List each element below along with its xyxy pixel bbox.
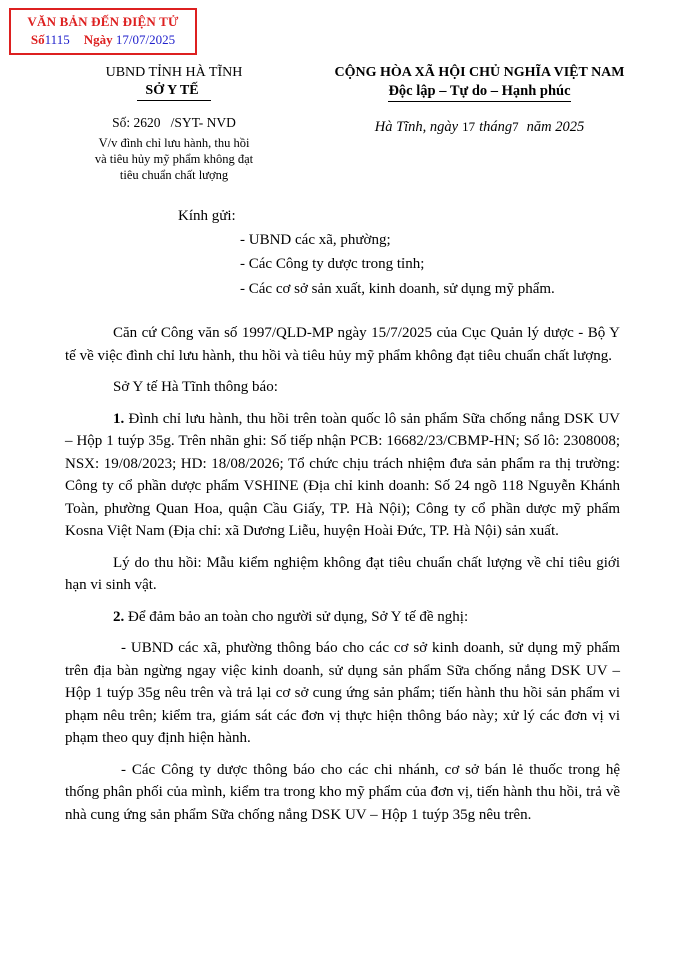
national-motto-line-2: Độc lập – Tự do – Hạnh phúc (388, 83, 570, 102)
paragraph-section-1 (65, 408, 620, 543)
stamp-date-value: 17/07/2025 (115, 32, 176, 47)
section-2-number: 2. (113, 608, 125, 625)
org-name: SỞ Y TẾ (137, 83, 210, 101)
date-suffix: năm 2025 (526, 119, 585, 135)
subject-line-2: và tiêu hủy mỹ phẩm không đạt (94, 152, 254, 166)
incoming-document-stamp (9, 8, 197, 55)
section-2-text: Để đảm bảo an toàn cho người sử dụng, Sở Y tế đề nghị: (124, 608, 469, 625)
subject-line-1: V/v đình chỉ lưu hành, thu hồi (98, 136, 250, 150)
subject-line-3: tiêu chuẩn chất lượng (119, 168, 229, 182)
stamp-number-value: 1115 (44, 32, 70, 47)
stamp-title: VĂN BẢN ĐẾN ĐIỆN TỬ (27, 14, 179, 29)
paragraph-request-pharma-companies: - Các Công ty dược thông báo cho các chi nhánh, cơ sở bán lẻ thuốc trong hệ thống phân phối của mình, kiểm tra trong kho mỹ phẩm của đơn vị, tiến hành thu hồi, trả về nhà cung ứng sản phẩm Sữa chống nắng DSK UV – Hộp 1 tuýp 35g nêu trên. (65, 761, 620, 823)
date-word-month: tháng (479, 119, 513, 135)
salutation: Kính gửi: (178, 208, 236, 224)
recipient-item-2: - Các Công ty dược trong tỉnh; (240, 256, 425, 272)
recipient-list (240, 228, 620, 302)
paragraph-request-ubnd: - UBND các xã, phường thông báo cho các cơ sở kinh doanh, sử dụng mỹ phẩm trên địa bàn ngừng ngay việc kinh doanh, sử dụng sản phẩm Sữa chống nắng DSK UV – Hộp 1 tuýp 35g nêu trên và trả lại cơ sở cung ứng sản phẩm; tiến hành thu hồi sản phẩm vi phạm nêu trên; kiểm tra, giám sát các đơn vị thực hiện thông báo này; xử lý các đơn vị vi phạm theo quy định hiện hành. (65, 640, 620, 746)
recipient-item-3: - Các cơ sở sản xuất, kinh doanh, sử dụng mỹ phẩm. (240, 280, 555, 297)
document-subject (40, 135, 308, 183)
paragraph-announcement: Sở Y tế Hà Tĩnh thông báo: (113, 379, 278, 395)
stamp-number-label: Số (30, 32, 45, 47)
paragraph-section-2 (65, 606, 620, 629)
document-number: Số: 2620 /SYT- NVD (112, 115, 236, 130)
document-body (0, 205, 681, 826)
recipient-item-1: - UBND các xã, phường; (240, 231, 391, 248)
date-month: 7 (512, 119, 519, 134)
date-day: 17 (462, 119, 476, 134)
paragraph-legal-basis: Căn cứ Công văn số 1997/QLD-MP ngày 15/7/2025 của Cục Quản lý dược - Bộ Y tế về việc đình chỉ lưu hành, thu hồi và tiêu hủy mỹ phẩm không đạt tiêu chuẩn chất lượng. (65, 325, 620, 364)
place-date-line (308, 119, 651, 136)
national-motto-line-1: CỘNG HÒA XÃ HỘI CHỦ NGHĨA VIỆT NAM (334, 65, 625, 80)
issuing-org-block (40, 65, 308, 183)
section-1-text: Đình chỉ lưu hành, thu hồi trên toàn quốc lô sản phẩm Sữa chống nắng DSK UV – Hộp 1 tuýp 35g. Trên nhãn ghi: Số tiếp nhận PCB: 16682/23/CBMP-HN; Số lô: 2308008; NSX: 19/08/2023; HD: 18/08/2026; Tổ chức chịu trách nhiệm đưa sản phẩm ra thị trường: Công ty cổ phần dược phẩm VSHINE (Địa chỉ kinh doanh: Số 24 ngõ 118 Nguyễn Khánh Toàn, phường Quan Hoa, quận Cầu Giấy, TP. Hà Nội); Công ty cổ phần dược mỹ phẩm Kosna Việt Nam (Địa chỉ: xã Dương Liễu, huyện Hoài Đức, TP. Hà Nội) sản xuất. (65, 410, 620, 539)
national-header-block (308, 65, 651, 183)
stamp-number-date-line (15, 32, 191, 48)
date-prefix: Hà Tĩnh, ngày (374, 119, 459, 135)
section-1-number: 1. (113, 410, 125, 427)
stamp-date-label: Ngày (83, 32, 113, 47)
paragraph-recall-reason: Lý do thu hồi: Mẫu kiểm nghiệm không đạt tiêu chuẩn chất lượng về chỉ tiêu giới hạn vi sinh vật. (65, 554, 620, 593)
org-parent-name: UBND TỈNH HÀ TĨNH (105, 65, 243, 80)
